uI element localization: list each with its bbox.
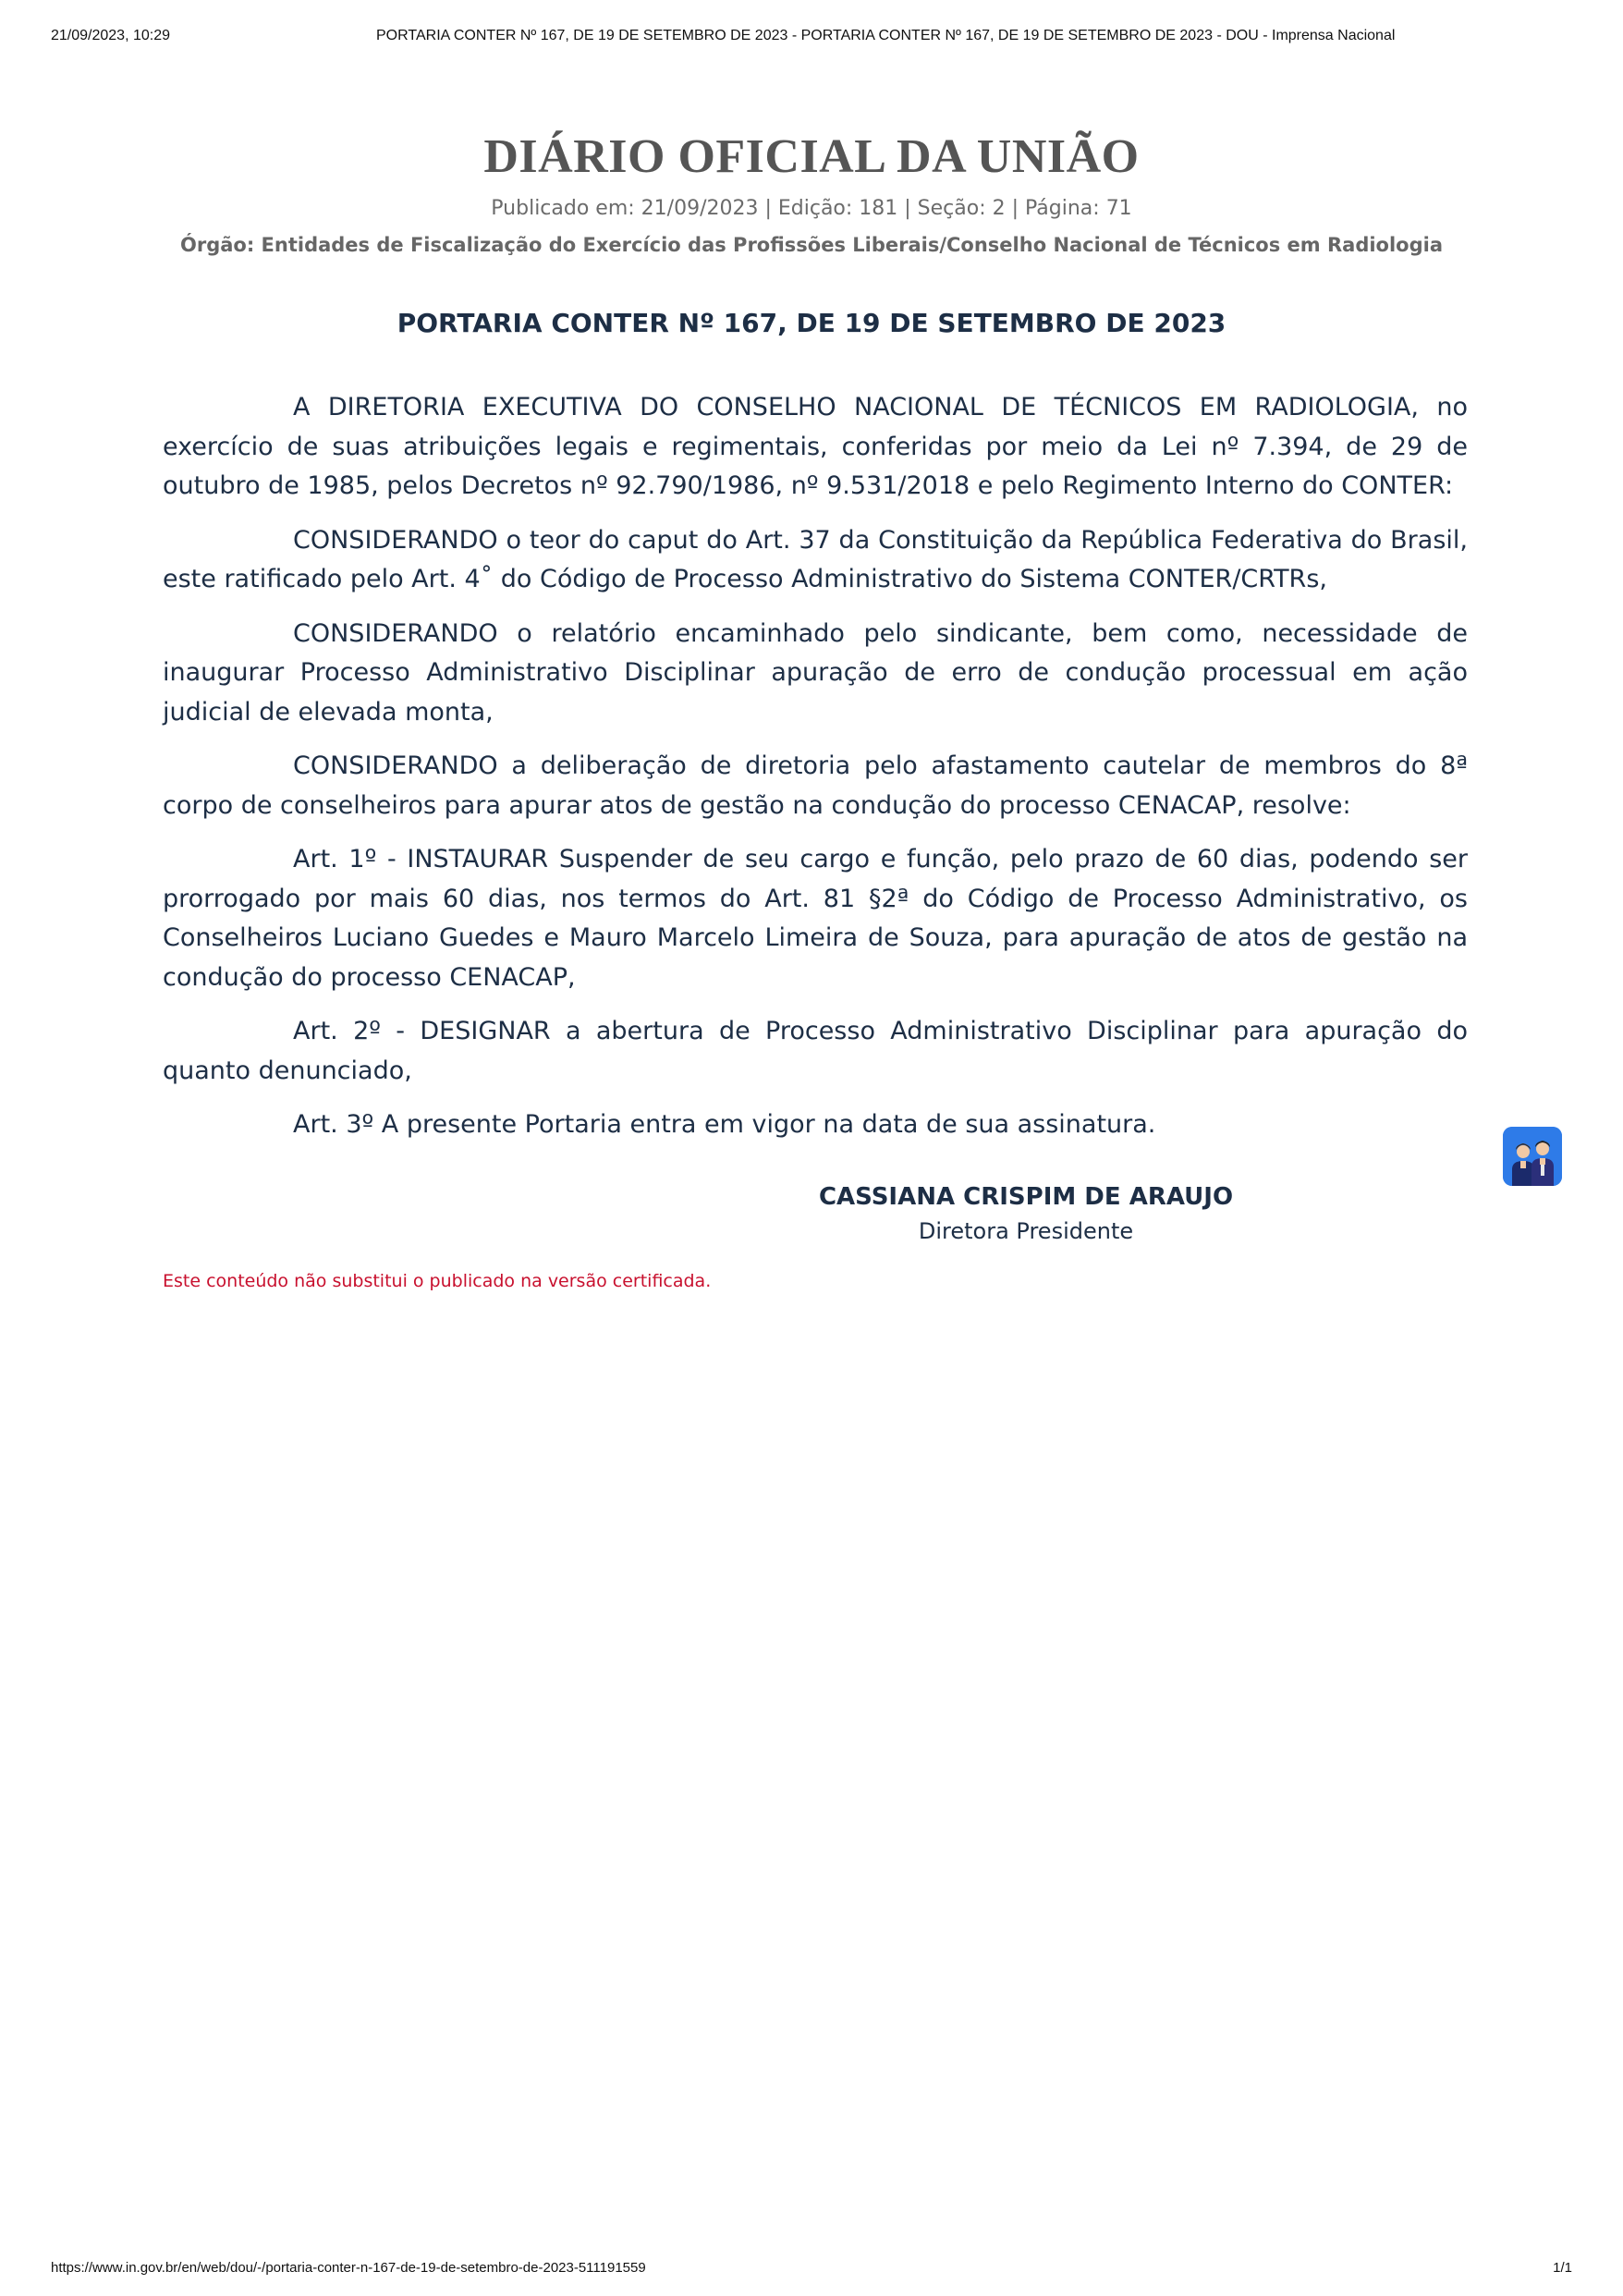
accessibility-avatars-icon [1503, 1127, 1562, 1186]
signatory-name: CASSIANA CRISPIM DE ARAUJO [818, 1183, 1234, 1211]
print-url: https://www.in.gov.br/en/web/dou/-/portaria-conter-n-167-de-19-de-setembro-de-2023-511191559 [51, 2260, 646, 2276]
signatory-role: Diretora Presidente [918, 1218, 1134, 1244]
certification-disclaimer: Este conteúdo não substitui o publicado na versão certificada. [163, 1271, 712, 1291]
print-page-title: PORTARIA CONTER Nº 167, DE 19 DE SETEMBRO DE 2023 - PORTARIA CONTER Nº 167, DE 19 DE SETEMBRO DE 2023 - DOU - Imprensa Nacional [376, 28, 1396, 43]
print-header [51, 28, 1572, 48]
print-footer [51, 2260, 1572, 2280]
considerando-paragraph: CONSIDERANDO o relatório encaminhado pelo sindicante, bem como, necessidade de inaugurar Processo Administrativo Disciplinar apuração de erro de condução processual em ação judicial de elevada monta, [163, 618, 1468, 727]
article-paragraph: Art. 3º A presente Portaria entra em vigor na data de sua assinatura. [293, 1110, 1156, 1139]
print-datetime: 21/09/2023, 10:29 [51, 28, 171, 43]
document-title: PORTARIA CONTER Nº 167, DE 19 DE SETEMBRO DE 2023 [397, 308, 1226, 338]
considerando-paragraph: CONSIDERANDO o teor do caput do Art. 37 da Constituição da República Federativa do Brasil, este ratificado pelo Art. 4˚ do Código de Processo Administrativo do Sistema CONTER/CRTRs, [163, 525, 1468, 593]
considerando-paragraph: CONSIDERANDO a deliberação de diretoria pelo afastamento cautelar de membros do 8ª corpo de conselheiros para apurar atos de gestão na condução do processo CENACAP, resolve: [163, 751, 1468, 820]
accessibility-assistant-button[interactable] [1503, 1127, 1562, 1186]
document-body [163, 388, 1468, 1160]
print-page-number: 1/1 [1553, 2260, 1572, 2276]
publication-info: Publicado em: 21/09/2023 | Edição: 181 | Seção: 2 | Página: 71 [491, 197, 1132, 220]
masthead-title: DIÁRIO OFICIAL DA UNIÃO [483, 130, 1140, 183]
signature-block [795, 1179, 1257, 1247]
preamble-paragraph: A DIRETORIA EXECUTIVA DO CONSELHO NACIONAL DE TÉCNICOS EM RADIOLOGIA, no exercício de suas atribuições legais e regimentais, conferidas por meio da Lei nº 7.394, de 29 de outubro de 1985, pelos Decretos nº 92.790/1986, nº 9.531/2018 e pelo Regimento Interno do CONTER: [163, 393, 1468, 500]
article-paragraph: Art. 1º - INSTAURAR Suspender de seu cargo e função, pelo prazo de 60 dias, podendo ser prorrogado por mais 60 dias, nos termos do Art. 81 §2ª do Código de Processo Administrativo, os Conselheiros Luciano Guedes e Mauro Marcelo Limeira de Souza, para apuração de atos de gestão na condução do processo CENACAP, [163, 845, 1468, 992]
article-paragraph: Art. 2º - DESIGNAR a abertura de Processo Administrativo Disciplinar para apuração do quanto denunciado, [163, 1017, 1468, 1085]
orgao-line: Órgão: Entidades de Fiscalização do Exercício das Profissões Liberais/Conselho Nacional de Técnicos em Radiologia [179, 234, 1443, 256]
